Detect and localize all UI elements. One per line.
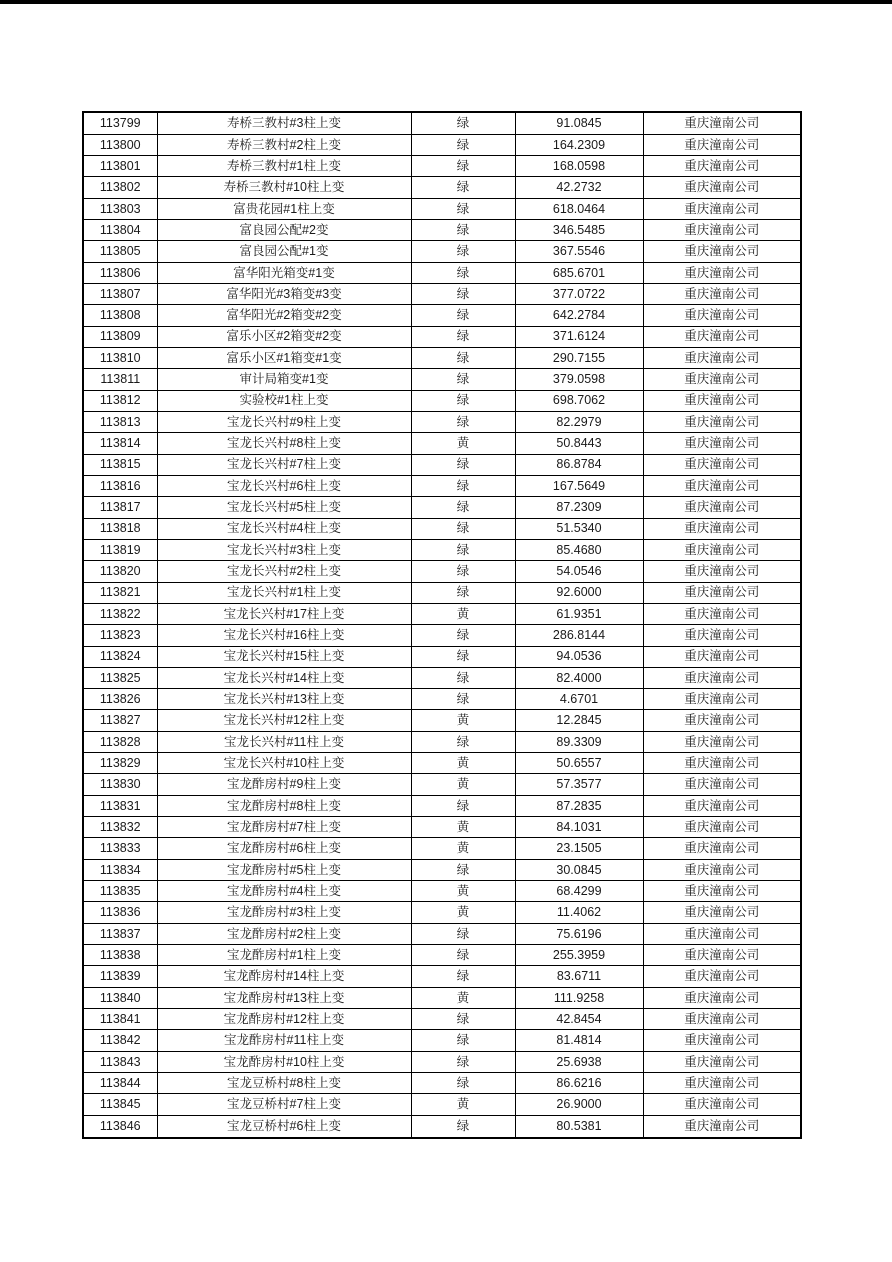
cell-value: 91.0845 <box>515 112 643 134</box>
cell-value: 167.5649 <box>515 475 643 496</box>
cell-value: 111.9258 <box>515 987 643 1008</box>
table-row <box>83 134 801 155</box>
cell-value: 86.8784 <box>515 454 643 475</box>
table-row <box>83 369 801 390</box>
cell-id: 113841 <box>83 1009 157 1030</box>
cell-name: 富良园公配#1变 <box>157 241 411 262</box>
table-row <box>83 753 801 774</box>
cell-value: 11.4062 <box>515 902 643 923</box>
cell-value: 698.7062 <box>515 390 643 411</box>
cell-id: 113818 <box>83 518 157 539</box>
cell-value: 286.8144 <box>515 625 643 646</box>
cell-status: 绿 <box>411 923 515 944</box>
cell-value: 80.5381 <box>515 1115 643 1138</box>
cell-company: 重庆潼南公司 <box>643 945 801 966</box>
cell-name: 宝龙豆桥村#8柱上变 <box>157 1073 411 1094</box>
cell-id: 113811 <box>83 369 157 390</box>
cell-name: 审计局箱变#1变 <box>157 369 411 390</box>
cell-company: 重庆潼南公司 <box>643 1030 801 1051</box>
cell-name: 宝龙酢房村#12柱上变 <box>157 1009 411 1030</box>
table-row <box>83 603 801 624</box>
cell-value: 50.8443 <box>515 433 643 454</box>
table-row <box>83 1051 801 1072</box>
cell-company: 重庆潼南公司 <box>643 241 801 262</box>
cell-name: 宝龙酢房村#9柱上变 <box>157 774 411 795</box>
cell-value: 54.0546 <box>515 561 643 582</box>
cell-id: 113823 <box>83 625 157 646</box>
cell-company: 重庆潼南公司 <box>643 347 801 368</box>
table-row <box>83 1094 801 1115</box>
cell-value: 51.5340 <box>515 518 643 539</box>
cell-status: 绿 <box>411 369 515 390</box>
cell-name: 寿桥三教村#2柱上变 <box>157 134 411 155</box>
cell-status: 黄 <box>411 433 515 454</box>
table-row <box>83 923 801 944</box>
table-row <box>83 1073 801 1094</box>
cell-status: 绿 <box>411 646 515 667</box>
table-row <box>83 966 801 987</box>
cell-id: 113829 <box>83 753 157 774</box>
cell-name: 富华阳光#3箱变#3变 <box>157 283 411 304</box>
cell-id: 113830 <box>83 774 157 795</box>
table-row <box>83 497 801 518</box>
table-row <box>83 112 801 134</box>
cell-value: 12.2845 <box>515 710 643 731</box>
cell-name: 宝龙酢房村#4柱上变 <box>157 881 411 902</box>
cell-id: 113828 <box>83 731 157 752</box>
table-row <box>83 731 801 752</box>
cell-id: 113801 <box>83 155 157 176</box>
cell-id: 113812 <box>83 390 157 411</box>
cell-company: 重庆潼南公司 <box>643 689 801 710</box>
cell-status: 绿 <box>411 198 515 219</box>
cell-name: 宝龙长兴村#17柱上变 <box>157 603 411 624</box>
cell-name: 宝龙长兴村#9柱上变 <box>157 411 411 432</box>
cell-status: 绿 <box>411 112 515 134</box>
cell-company: 重庆潼南公司 <box>643 561 801 582</box>
cell-status: 绿 <box>411 283 515 304</box>
cell-id: 113806 <box>83 262 157 283</box>
cell-value: 61.9351 <box>515 603 643 624</box>
cell-id: 113840 <box>83 987 157 1008</box>
cell-name: 宝龙酢房村#6柱上变 <box>157 838 411 859</box>
cell-company: 重庆潼南公司 <box>643 497 801 518</box>
cell-company: 重庆潼南公司 <box>643 646 801 667</box>
cell-company: 重庆潼南公司 <box>643 283 801 304</box>
table-row <box>83 305 801 326</box>
cell-status: 黄 <box>411 838 515 859</box>
cell-value: 255.3959 <box>515 945 643 966</box>
table-row <box>83 1030 801 1051</box>
cell-value: 87.2309 <box>515 497 643 518</box>
cell-id: 113839 <box>83 966 157 987</box>
table-row <box>83 987 801 1008</box>
cell-status: 绿 <box>411 859 515 880</box>
cell-status: 黄 <box>411 817 515 838</box>
cell-value: 50.6557 <box>515 753 643 774</box>
cell-value: 685.6701 <box>515 262 643 283</box>
cell-company: 重庆潼南公司 <box>643 795 801 816</box>
cell-id: 113838 <box>83 945 157 966</box>
cell-company: 重庆潼南公司 <box>643 433 801 454</box>
cell-id: 113817 <box>83 497 157 518</box>
table-body <box>83 112 801 1138</box>
cell-value: 68.4299 <box>515 881 643 902</box>
cell-name: 宝龙长兴村#6柱上变 <box>157 475 411 496</box>
cell-company: 重庆潼南公司 <box>643 1115 801 1138</box>
cell-id: 113814 <box>83 433 157 454</box>
cell-company: 重庆潼南公司 <box>643 731 801 752</box>
cell-name: 富贵花园#1柱上变 <box>157 198 411 219</box>
cell-name: 宝龙酢房村#14柱上变 <box>157 966 411 987</box>
cell-name: 宝龙长兴村#11柱上变 <box>157 731 411 752</box>
cell-name: 宝龙长兴村#16柱上变 <box>157 625 411 646</box>
table-row <box>83 539 801 560</box>
cell-name: 宝龙豆桥村#6柱上变 <box>157 1115 411 1138</box>
table-row <box>83 774 801 795</box>
cell-status: 绿 <box>411 561 515 582</box>
cell-value: 642.2784 <box>515 305 643 326</box>
cell-value: 371.6124 <box>515 326 643 347</box>
cell-value: 92.6000 <box>515 582 643 603</box>
cell-id: 113825 <box>83 667 157 688</box>
cell-status: 绿 <box>411 155 515 176</box>
cell-name: 实验校#1柱上变 <box>157 390 411 411</box>
table-row <box>83 945 801 966</box>
cell-value: 23.1505 <box>515 838 643 859</box>
cell-id: 113803 <box>83 198 157 219</box>
table-row <box>83 454 801 475</box>
cell-company: 重庆潼南公司 <box>643 155 801 176</box>
cell-name: 宝龙酢房村#7柱上变 <box>157 817 411 838</box>
cell-company: 重庆潼南公司 <box>643 923 801 944</box>
cell-name: 宝龙长兴村#15柱上变 <box>157 646 411 667</box>
cell-value: 57.3577 <box>515 774 643 795</box>
cell-name: 富华阳光#2箱变#2变 <box>157 305 411 326</box>
cell-status: 绿 <box>411 411 515 432</box>
cell-company: 重庆潼南公司 <box>643 369 801 390</box>
cell-id: 113845 <box>83 1094 157 1115</box>
cell-name: 宝龙长兴村#10柱上变 <box>157 753 411 774</box>
cell-company: 重庆潼南公司 <box>643 305 801 326</box>
cell-status: 绿 <box>411 347 515 368</box>
table-row <box>83 838 801 859</box>
cell-status: 绿 <box>411 177 515 198</box>
cell-status: 黄 <box>411 987 515 1008</box>
cell-status: 绿 <box>411 326 515 347</box>
cell-company: 重庆潼南公司 <box>643 454 801 475</box>
document-page <box>0 4 892 1262</box>
cell-value: 377.0722 <box>515 283 643 304</box>
cell-company: 重庆潼南公司 <box>643 219 801 240</box>
cell-status: 绿 <box>411 454 515 475</box>
cell-status: 黄 <box>411 710 515 731</box>
cell-status: 绿 <box>411 539 515 560</box>
table-row <box>83 1009 801 1030</box>
cell-company: 重庆潼南公司 <box>643 881 801 902</box>
cell-name: 富乐小区#1箱变#1变 <box>157 347 411 368</box>
cell-company: 重庆潼南公司 <box>643 539 801 560</box>
cell-status: 绿 <box>411 795 515 816</box>
cell-name: 宝龙酢房村#5柱上变 <box>157 859 411 880</box>
table-row <box>83 326 801 347</box>
cell-name: 宝龙酢房村#2柱上变 <box>157 923 411 944</box>
cell-status: 绿 <box>411 731 515 752</box>
table-row <box>83 881 801 902</box>
cell-company: 重庆潼南公司 <box>643 625 801 646</box>
cell-status: 黄 <box>411 881 515 902</box>
cell-company: 重庆潼南公司 <box>643 518 801 539</box>
cell-status: 绿 <box>411 518 515 539</box>
table-row <box>83 689 801 710</box>
cell-status: 黄 <box>411 902 515 923</box>
cell-status: 绿 <box>411 390 515 411</box>
table-row <box>83 241 801 262</box>
cell-id: 113799 <box>83 112 157 134</box>
cell-status: 绿 <box>411 1009 515 1030</box>
table-row <box>83 283 801 304</box>
cell-name: 宝龙长兴村#4柱上变 <box>157 518 411 539</box>
cell-value: 290.7155 <box>515 347 643 368</box>
cell-value: 83.6711 <box>515 966 643 987</box>
cell-company: 重庆潼南公司 <box>643 1094 801 1115</box>
cell-status: 黄 <box>411 753 515 774</box>
cell-status: 绿 <box>411 134 515 155</box>
table-row <box>83 177 801 198</box>
cell-value: 82.4000 <box>515 667 643 688</box>
cell-name: 宝龙酢房村#1柱上变 <box>157 945 411 966</box>
cell-status: 黄 <box>411 603 515 624</box>
cell-company: 重庆潼南公司 <box>643 753 801 774</box>
cell-id: 113835 <box>83 881 157 902</box>
cell-company: 重庆潼南公司 <box>643 1051 801 1072</box>
cell-id: 113815 <box>83 454 157 475</box>
cell-value: 30.0845 <box>515 859 643 880</box>
cell-status: 绿 <box>411 219 515 240</box>
cell-id: 113805 <box>83 241 157 262</box>
cell-status: 绿 <box>411 262 515 283</box>
cell-name: 富乐小区#2箱变#2变 <box>157 326 411 347</box>
cell-name: 寿桥三教村#3柱上变 <box>157 112 411 134</box>
cell-id: 113832 <box>83 817 157 838</box>
cell-name: 宝龙酢房村#8柱上变 <box>157 795 411 816</box>
cell-id: 113807 <box>83 283 157 304</box>
cell-status: 绿 <box>411 241 515 262</box>
cell-status: 黄 <box>411 1094 515 1115</box>
table-row <box>83 817 801 838</box>
cell-name: 宝龙酢房村#13柱上变 <box>157 987 411 1008</box>
cell-value: 86.6216 <box>515 1073 643 1094</box>
cell-company: 重庆潼南公司 <box>643 987 801 1008</box>
cell-id: 113809 <box>83 326 157 347</box>
cell-id: 113804 <box>83 219 157 240</box>
cell-status: 绿 <box>411 625 515 646</box>
cell-company: 重庆潼南公司 <box>643 177 801 198</box>
cell-value: 42.8454 <box>515 1009 643 1030</box>
cell-status: 绿 <box>411 1030 515 1051</box>
cell-id: 113824 <box>83 646 157 667</box>
cell-value: 42.2732 <box>515 177 643 198</box>
cell-company: 重庆潼南公司 <box>643 817 801 838</box>
cell-value: 84.1031 <box>515 817 643 838</box>
cell-value: 89.3309 <box>515 731 643 752</box>
cell-status: 绿 <box>411 582 515 603</box>
cell-company: 重庆潼南公司 <box>643 1009 801 1030</box>
cell-status: 绿 <box>411 966 515 987</box>
cell-value: 82.2979 <box>515 411 643 432</box>
cell-name: 宝龙长兴村#5柱上变 <box>157 497 411 518</box>
cell-id: 113822 <box>83 603 157 624</box>
cell-name: 宝龙长兴村#14柱上变 <box>157 667 411 688</box>
cell-id: 113846 <box>83 1115 157 1138</box>
cell-company: 重庆潼南公司 <box>643 326 801 347</box>
table-row <box>83 902 801 923</box>
table-row <box>83 262 801 283</box>
cell-value: 94.0536 <box>515 646 643 667</box>
table-row <box>83 582 801 603</box>
cell-name: 宝龙酢房村#10柱上变 <box>157 1051 411 1072</box>
table-row <box>83 390 801 411</box>
cell-value: 367.5546 <box>515 241 643 262</box>
cell-name: 宝龙长兴村#3柱上变 <box>157 539 411 560</box>
table-row <box>83 433 801 454</box>
cell-id: 113821 <box>83 582 157 603</box>
cell-name: 宝龙酢房村#11柱上变 <box>157 1030 411 1051</box>
table-row <box>83 475 801 496</box>
table-row <box>83 155 801 176</box>
cell-id: 113820 <box>83 561 157 582</box>
cell-value: 87.2835 <box>515 795 643 816</box>
cell-value: 346.5485 <box>515 219 643 240</box>
table-row <box>83 347 801 368</box>
cell-name: 寿桥三教村#10柱上变 <box>157 177 411 198</box>
cell-status: 绿 <box>411 689 515 710</box>
cell-id: 113844 <box>83 1073 157 1094</box>
cell-name: 富华阳光箱变#1变 <box>157 262 411 283</box>
cell-id: 113816 <box>83 475 157 496</box>
cell-company: 重庆潼南公司 <box>643 966 801 987</box>
cell-value: 4.6701 <box>515 689 643 710</box>
cell-name: 宝龙长兴村#12柱上变 <box>157 710 411 731</box>
table-row <box>83 219 801 240</box>
cell-status: 绿 <box>411 1115 515 1138</box>
cell-company: 重庆潼南公司 <box>643 390 801 411</box>
cell-value: 25.6938 <box>515 1051 643 1072</box>
cell-id: 113827 <box>83 710 157 731</box>
cell-company: 重庆潼南公司 <box>643 475 801 496</box>
cell-id: 113836 <box>83 902 157 923</box>
cell-status: 绿 <box>411 667 515 688</box>
table-row <box>83 198 801 219</box>
table-row <box>83 795 801 816</box>
cell-company: 重庆潼南公司 <box>643 112 801 134</box>
cell-status: 绿 <box>411 945 515 966</box>
cell-value: 26.9000 <box>515 1094 643 1115</box>
cell-name: 宝龙豆桥村#7柱上变 <box>157 1094 411 1115</box>
cell-name: 寿桥三教村#1柱上变 <box>157 155 411 176</box>
cell-id: 113834 <box>83 859 157 880</box>
table-row <box>83 646 801 667</box>
cell-status: 绿 <box>411 305 515 326</box>
cell-status: 绿 <box>411 497 515 518</box>
cell-name: 宝龙酢房村#3柱上变 <box>157 902 411 923</box>
cell-company: 重庆潼南公司 <box>643 198 801 219</box>
cell-company: 重庆潼南公司 <box>643 582 801 603</box>
table-row <box>83 1115 801 1138</box>
table-row <box>83 625 801 646</box>
cell-name: 宝龙长兴村#7柱上变 <box>157 454 411 475</box>
cell-value: 81.4814 <box>515 1030 643 1051</box>
cell-company: 重庆潼南公司 <box>643 710 801 731</box>
cell-value: 379.0598 <box>515 369 643 390</box>
cell-company: 重庆潼南公司 <box>643 902 801 923</box>
cell-status: 绿 <box>411 1073 515 1094</box>
cell-id: 113813 <box>83 411 157 432</box>
table-row <box>83 518 801 539</box>
cell-value: 85.4680 <box>515 539 643 560</box>
cell-id: 113808 <box>83 305 157 326</box>
cell-id: 113819 <box>83 539 157 560</box>
cell-name: 宝龙长兴村#1柱上变 <box>157 582 411 603</box>
cell-status: 绿 <box>411 1051 515 1072</box>
cell-value: 168.0598 <box>515 155 643 176</box>
cell-name: 富良园公配#2变 <box>157 219 411 240</box>
cell-status: 黄 <box>411 774 515 795</box>
transformer-data-table <box>82 111 802 1139</box>
cell-name: 宝龙长兴村#8柱上变 <box>157 433 411 454</box>
cell-name: 宝龙长兴村#13柱上变 <box>157 689 411 710</box>
cell-id: 113810 <box>83 347 157 368</box>
cell-id: 113833 <box>83 838 157 859</box>
cell-id: 113826 <box>83 689 157 710</box>
cell-company: 重庆潼南公司 <box>643 859 801 880</box>
cell-company: 重庆潼南公司 <box>643 667 801 688</box>
cell-id: 113800 <box>83 134 157 155</box>
cell-company: 重庆潼南公司 <box>643 262 801 283</box>
cell-value: 618.0464 <box>515 198 643 219</box>
cell-id: 113802 <box>83 177 157 198</box>
cell-company: 重庆潼南公司 <box>643 774 801 795</box>
cell-value: 164.2309 <box>515 134 643 155</box>
table-row <box>83 859 801 880</box>
table-row <box>83 561 801 582</box>
cell-company: 重庆潼南公司 <box>643 838 801 859</box>
cell-value: 75.6196 <box>515 923 643 944</box>
cell-status: 绿 <box>411 475 515 496</box>
cell-id: 113842 <box>83 1030 157 1051</box>
table-row <box>83 667 801 688</box>
cell-id: 113843 <box>83 1051 157 1072</box>
table-row <box>83 710 801 731</box>
cell-id: 113837 <box>83 923 157 944</box>
cell-company: 重庆潼南公司 <box>643 1073 801 1094</box>
cell-name: 宝龙长兴村#2柱上变 <box>157 561 411 582</box>
cell-company: 重庆潼南公司 <box>643 411 801 432</box>
cell-id: 113831 <box>83 795 157 816</box>
table-row <box>83 411 801 432</box>
cell-company: 重庆潼南公司 <box>643 134 801 155</box>
cell-company: 重庆潼南公司 <box>643 603 801 624</box>
